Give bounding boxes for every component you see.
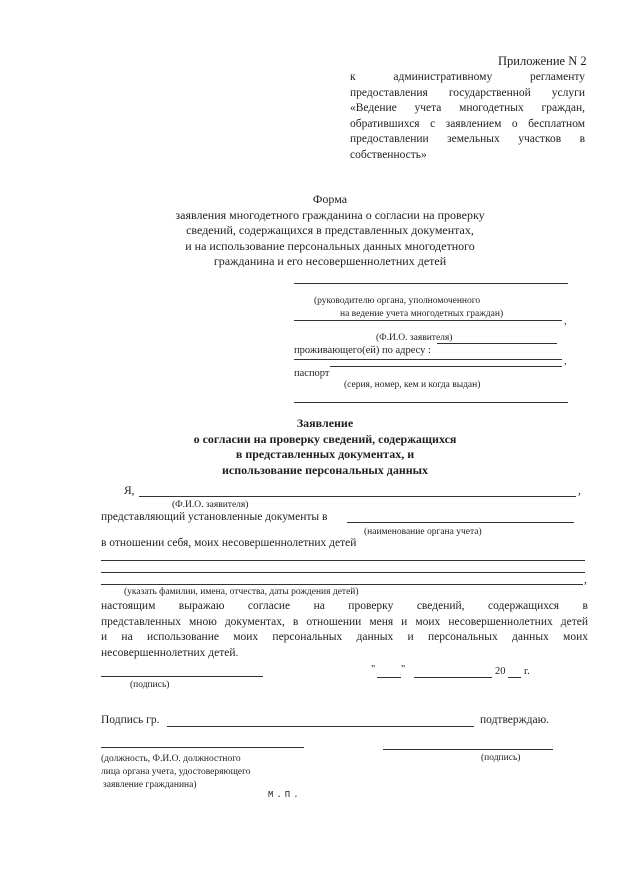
applicant-full-name-hint: (Ф.И.О. заявителя) xyxy=(172,500,249,510)
authority-hint: (наименование органа учета) xyxy=(364,527,482,537)
annex-line: собственность» xyxy=(350,148,427,161)
address-line-2[interactable] xyxy=(294,359,562,360)
statement-title-line: о согласии на проверку сведений, содержащихся xyxy=(193,431,457,446)
statement-title-line: в представленных документах, и xyxy=(235,447,415,461)
passport-label: паспорт xyxy=(294,368,330,379)
date-year-line[interactable] xyxy=(508,677,521,678)
consent-line: и на использование моих персональных данных и персональных данных моих xyxy=(101,631,588,643)
official-line[interactable] xyxy=(101,747,304,748)
address-line[interactable] xyxy=(437,343,557,344)
form-header-line: заявления многодетного гражданина о согласии на проверку xyxy=(175,207,485,222)
children-line[interactable] xyxy=(101,560,585,561)
annex-title: Приложение N 2 xyxy=(498,54,587,68)
date-year-suffix: г. xyxy=(524,666,530,677)
i-label: Я, xyxy=(124,485,135,497)
children-line[interactable] xyxy=(101,584,583,585)
date-month-line[interactable] xyxy=(414,677,492,678)
date-day-line[interactable] xyxy=(377,677,401,678)
comma: , xyxy=(564,316,567,327)
stamp-placeholder: М.П. xyxy=(268,790,302,800)
address-label: проживающего(ей) по адресу : xyxy=(294,345,431,356)
recipient-line[interactable] xyxy=(294,283,568,284)
form-header-line: сведений, содержащихся в представленных документах, xyxy=(186,223,474,237)
recipient-hint: (руководителю органа, уполномоченного xyxy=(314,296,481,306)
form-header xyxy=(140,192,520,270)
recipient-hint: на ведение учета многодетных граждан) xyxy=(340,309,504,319)
official-hint-line: (должность, Ф.И.О. должностного xyxy=(101,754,241,764)
statement-title-line: Заявление xyxy=(296,416,354,430)
children-hint: (указать фамилии, имена, отчества, даты рождения детей) xyxy=(124,587,359,597)
applicant-full-name-line[interactable] xyxy=(139,496,576,497)
annex-reference xyxy=(350,70,585,163)
comma: , xyxy=(578,485,581,497)
regarding-label: в отношении себя, моих несовершеннолетних детей xyxy=(101,537,357,549)
statement-title-line: использование персональных данных xyxy=(221,462,429,477)
signature-line[interactable] xyxy=(101,676,263,677)
date-quote-open: " xyxy=(371,664,376,675)
official-hint-line: лица органа учета, удостоверяющего xyxy=(101,767,251,777)
applicant-name-line[interactable] xyxy=(294,320,562,321)
annex-line: предоставлении земельных участков в xyxy=(350,133,585,145)
submitted-label: представляющий установленные документы в xyxy=(101,511,328,523)
confirmation-suffix: подтверждаю. xyxy=(480,714,550,726)
consent-line: настоящим выражаю согласие на проверку сведений, содержащихся в xyxy=(101,600,588,612)
official-signature-line[interactable] xyxy=(383,749,553,750)
passport-line-2[interactable] xyxy=(294,402,568,403)
signature-hint: (подпись) xyxy=(130,680,170,690)
confirmation-label: Подпись гр. xyxy=(101,714,160,726)
annex-line: обратившихся с заявлением о бесплатном xyxy=(350,117,585,130)
date-quote-close: " xyxy=(401,664,406,675)
consent-line: несовершеннолетних детей. xyxy=(101,646,239,659)
annex-line: предоставления государственной услуги xyxy=(350,86,585,99)
confirmation-name-line[interactable] xyxy=(167,726,474,727)
form-header-line: Форма xyxy=(312,192,348,206)
consent-paragraph xyxy=(101,599,588,661)
applicant-name-hint: (Ф.И.О. заявителя) xyxy=(376,333,453,343)
comma: , xyxy=(584,574,587,586)
official-hint-line: заявление гражданина) xyxy=(103,780,197,790)
children-line[interactable] xyxy=(101,572,585,573)
comma: , xyxy=(564,356,567,367)
consent-line: представленных мною документах, в отношении меня и моих несовершеннолетних детей xyxy=(101,615,588,628)
official-signature-hint: (подпись) xyxy=(481,753,521,763)
form-header-line: и на использование персональных данных многодетного xyxy=(185,238,475,253)
passport-line[interactable] xyxy=(330,366,562,367)
annex-line: «Ведение учета многодетных граждан, xyxy=(350,102,585,114)
statement-title xyxy=(160,416,490,478)
date-year-prefix: 20 xyxy=(495,666,506,677)
official-hint xyxy=(101,753,251,792)
authority-line[interactable] xyxy=(347,522,574,523)
form-header-line: гражданина и его несовершеннолетних детей xyxy=(213,254,447,268)
passport-hint: (серия, номер, кем и когда выдан) xyxy=(344,380,481,390)
annex-line: к административному регламенту xyxy=(350,71,585,83)
